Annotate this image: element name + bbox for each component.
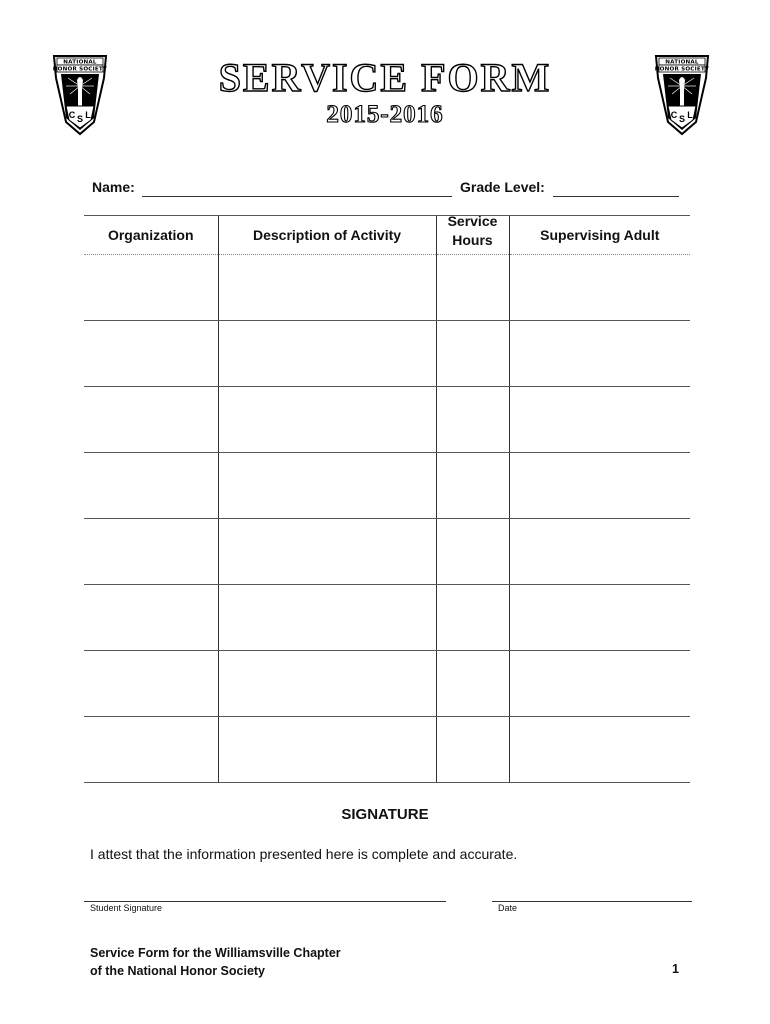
description-cell[interactable] — [218, 651, 436, 717]
grade-level-label: Grade Level: — [460, 179, 545, 195]
description-cell[interactable] — [218, 387, 436, 453]
footer-line: Service Form for the Williamsville Chapter — [90, 946, 341, 960]
table-header-row — [84, 216, 690, 255]
column-header-service-hours: Service Hours — [436, 216, 509, 255]
table-row — [84, 453, 690, 519]
emblem-letter: S — [76, 114, 84, 124]
hours-cell[interactable] — [436, 717, 509, 783]
column-header-organization: Organization — [84, 216, 218, 255]
footer-text — [90, 944, 341, 980]
page-number: 1 — [672, 962, 679, 976]
organization-cell[interactable] — [84, 321, 218, 387]
name-field[interactable] — [142, 196, 452, 197]
hours-cell[interactable] — [436, 255, 509, 321]
organization-cell[interactable] — [84, 453, 218, 519]
table-row — [84, 651, 690, 717]
description-cell[interactable] — [218, 519, 436, 585]
table-row — [84, 321, 690, 387]
supervisor-cell[interactable] — [509, 585, 690, 651]
school-year: 2015-2016 — [326, 101, 444, 128]
supervisor-cell[interactable] — [509, 519, 690, 585]
description-cell[interactable] — [218, 453, 436, 519]
organization-cell[interactable] — [84, 519, 218, 585]
signature-heading: SIGNATURE — [341, 806, 429, 823]
student-signature-label: Student Signature — [90, 903, 163, 913]
table-row — [84, 717, 690, 783]
supervisor-cell[interactable] — [509, 717, 690, 783]
student-signature-field[interactable] — [84, 901, 446, 902]
hours-cell[interactable] — [436, 453, 509, 519]
emblem-letter: L — [687, 110, 693, 120]
grade-level-field[interactable] — [553, 196, 679, 197]
name-label: Name: — [92, 179, 135, 195]
hours-cell[interactable] — [436, 387, 509, 453]
table-row — [84, 255, 690, 321]
emblem-top-text: NATIONAL — [63, 59, 97, 66]
description-cell[interactable] — [218, 585, 436, 651]
description-cell[interactable] — [218, 321, 436, 387]
table-row — [84, 519, 690, 585]
emblem-bottom-text: HONOR SOCIETY — [654, 66, 710, 73]
description-cell[interactable] — [218, 255, 436, 321]
description-cell[interactable] — [218, 717, 436, 783]
emblem-letter: S — [678, 114, 686, 124]
emblem-letter: L — [85, 110, 91, 120]
supervisor-cell[interactable] — [509, 453, 690, 519]
table-row — [84, 585, 690, 651]
emblem-top-text: NATIONAL — [665, 59, 699, 66]
table-row — [84, 387, 690, 453]
hours-cell[interactable] — [436, 651, 509, 717]
column-header-description: Description of Activity — [218, 216, 436, 255]
date-field[interactable] — [492, 901, 692, 902]
date-label: Date — [498, 903, 518, 913]
page-title: SERVICE FORM — [218, 55, 552, 100]
footer-line: of the National Honor Society — [90, 964, 266, 978]
hours-cell[interactable] — [436, 519, 509, 585]
emblem-bottom-text: HONOR SOCIETY — [52, 66, 108, 73]
hours-cell[interactable] — [436, 321, 509, 387]
organization-cell[interactable] — [84, 651, 218, 717]
service-log-table — [84, 215, 690, 783]
supervisor-cell[interactable] — [509, 651, 690, 717]
supervisor-cell[interactable] — [509, 321, 690, 387]
organization-cell[interactable] — [84, 387, 218, 453]
emblem-letter: C — [670, 110, 678, 120]
emblem-letter: C — [68, 110, 76, 120]
organization-cell[interactable] — [84, 255, 218, 321]
organization-cell[interactable] — [84, 717, 218, 783]
supervisor-cell[interactable] — [509, 255, 690, 321]
column-header-supervising-adult: Supervising Adult — [509, 216, 690, 255]
attestation-text: I attest that the information presented here is complete and accurate. — [90, 846, 518, 862]
supervisor-cell[interactable] — [509, 387, 690, 453]
hours-cell[interactable] — [436, 585, 509, 651]
organization-cell[interactable] — [84, 585, 218, 651]
